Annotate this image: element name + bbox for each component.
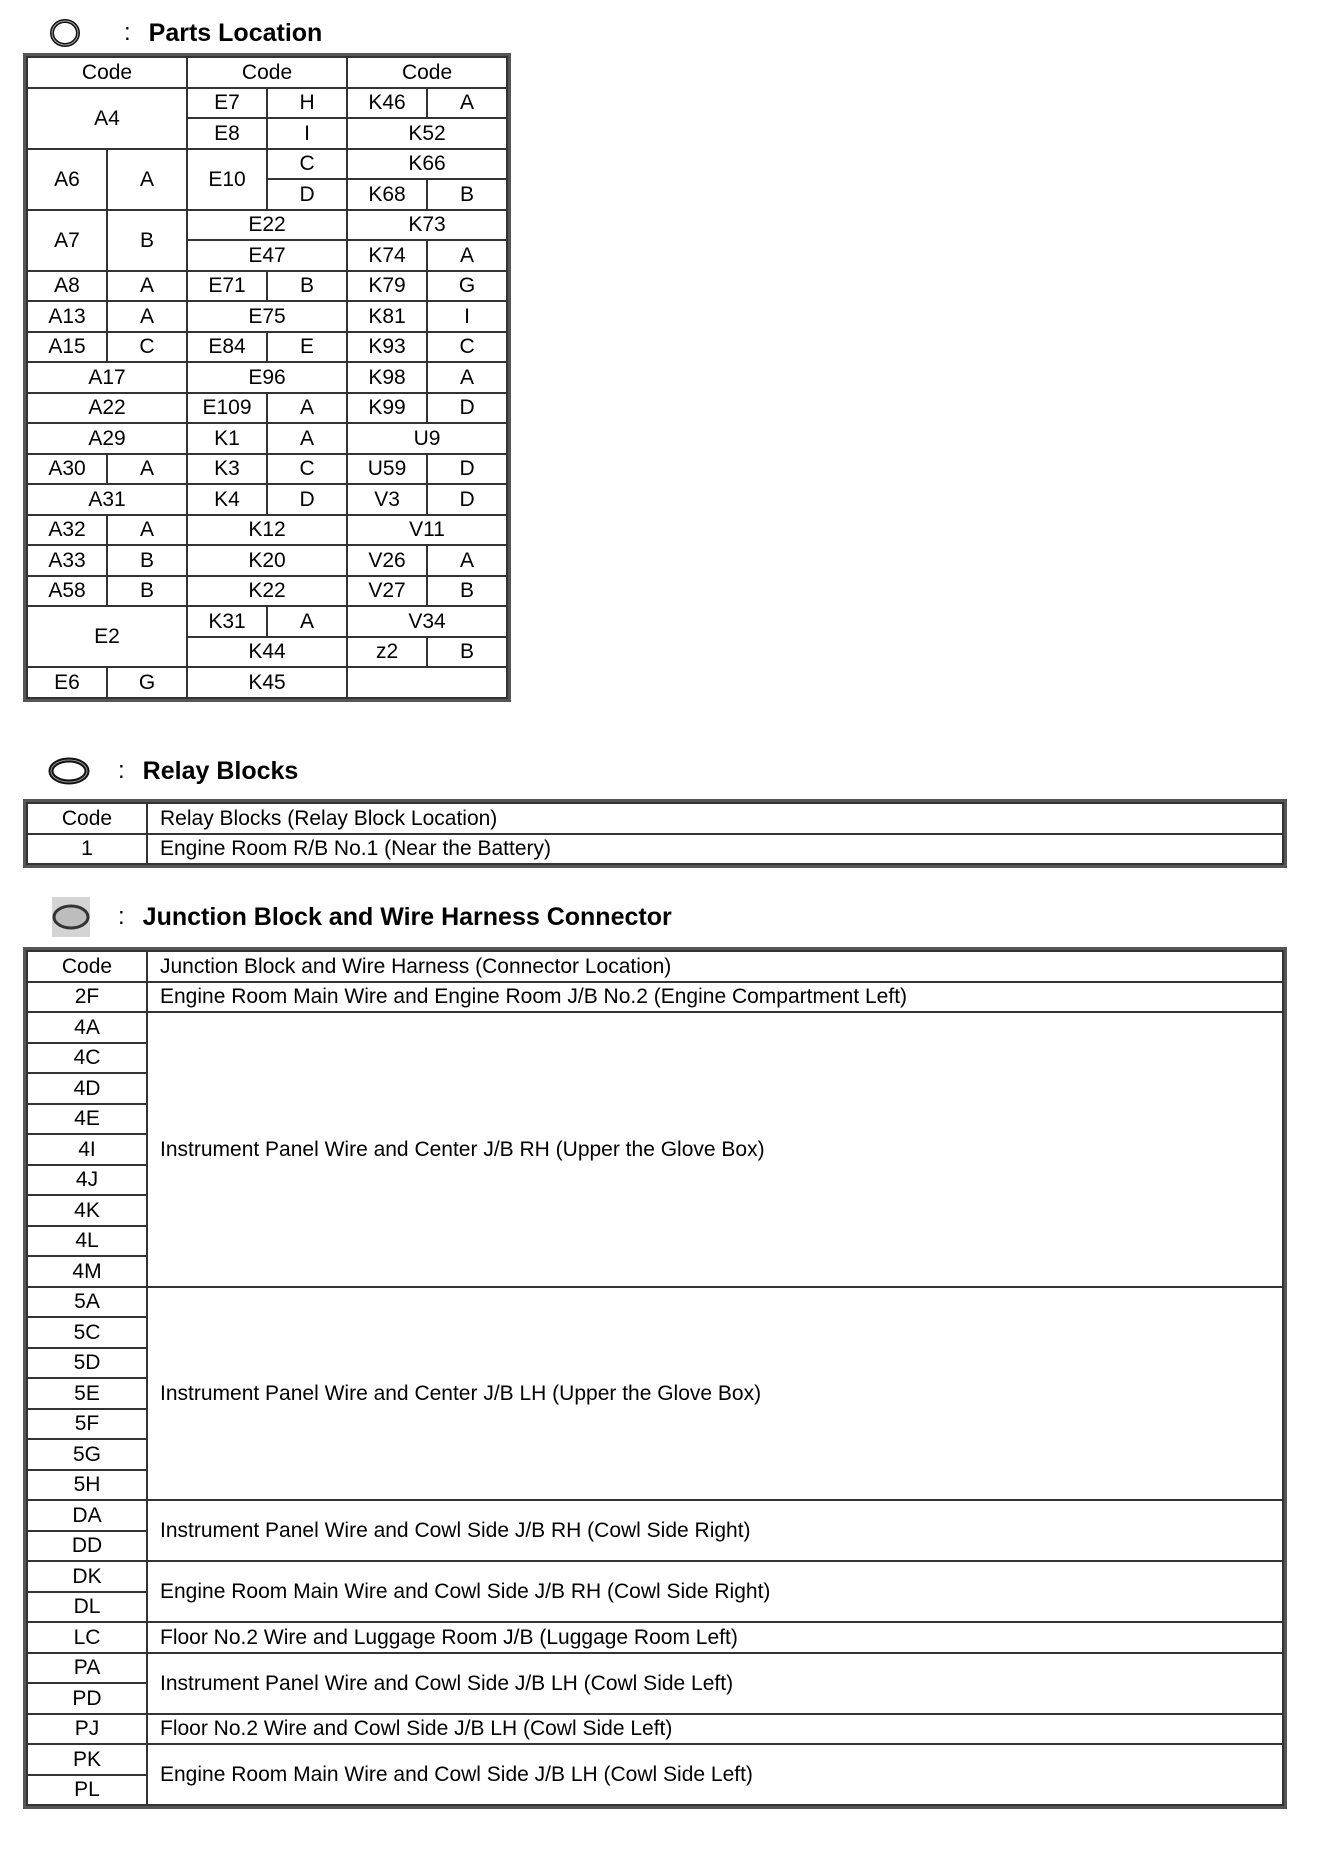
table-row [27,362,507,393]
description-cell: Floor No.2 Wire and Cowl Side J/B LH (Cowl Side Left) [147,1714,1283,1745]
code-cell: V3 [347,484,427,515]
code-cell: 4D [27,1073,147,1104]
empty-cell [347,667,507,698]
code-cell: K99 [347,393,427,424]
table-header-row [27,57,507,88]
code-cell: A [267,606,347,637]
table-row [27,1561,1283,1592]
column-header: Code [187,57,347,88]
code-cell: A31 [27,484,187,515]
code-cell: K98 [347,362,427,393]
code-cell: V26 [347,545,427,576]
column-header: Code [27,57,187,88]
table-row [27,271,507,302]
code-cell: K52 [347,118,507,149]
table-row [27,301,507,332]
code-cell: C [267,149,347,180]
code-cell: C [427,332,507,363]
code-cell: 4I [27,1134,147,1165]
table-header-row [27,803,1283,834]
code-cell: A [427,240,507,271]
table-header-row [27,951,1283,982]
code-cell: V11 [347,515,507,546]
code-cell: A [107,271,187,302]
description-cell: Engine Room Main Wire and Engine Room J/B No.2 (Engine Compartment Left) [147,982,1283,1013]
parts-location-heading [48,13,322,53]
code-cell: C [107,332,187,363]
column-header: Code [27,951,147,982]
code-cell: I [427,301,507,332]
code-cell: K93 [347,332,427,363]
description-cell: Engine Room R/B No.1 (Near the Battery) [147,834,1283,865]
code-cell: PJ [27,1714,147,1745]
code-cell: A [107,301,187,332]
code-cell: K4 [187,484,267,515]
table-row [27,1012,1283,1043]
code-cell: E [267,332,347,363]
code-cell: E109 [187,393,267,424]
table-row [27,423,507,454]
code-cell: K44 [187,637,347,668]
code-cell: K81 [347,301,427,332]
code-cell: E71 [187,271,267,302]
relay-blocks-heading [48,751,298,791]
column-header: Junction Block and Wire Harness (Connector Location) [147,951,1283,982]
oval-shaded-icon [48,901,96,933]
code-cell: V34 [347,606,507,637]
code-cell: K45 [187,667,347,698]
table-row [27,545,507,576]
code-cell: A [427,88,507,119]
code-cell: A6 [27,149,107,210]
code-cell: B [427,576,507,607]
code-cell: 5E [27,1378,147,1409]
code-cell: C [267,454,347,485]
heading-colon: : [124,19,131,46]
description-cell: Instrument Panel Wire and Center J/B RH (Upper the Glove Box) [147,1012,1283,1287]
code-cell: E84 [187,332,267,363]
code-cell: A [267,393,347,424]
table-row [27,393,507,424]
code-cell: 4K [27,1195,147,1226]
code-cell: A [427,362,507,393]
code-cell: D [427,393,507,424]
description-cell: Instrument Panel Wire and Center J/B LH (Upper the Glove Box) [147,1287,1283,1501]
code-cell: A [107,515,187,546]
table-row [27,576,507,607]
code-cell: A [427,545,507,576]
code-cell: 1 [27,834,147,865]
code-cell: 5C [27,1317,147,1348]
code-cell: A [267,423,347,454]
code-cell: PD [27,1683,147,1714]
code-cell: B [107,576,187,607]
code-cell: A15 [27,332,107,363]
code-cell: G [107,667,187,698]
junction-block-heading [48,897,672,937]
table-row [27,484,507,515]
code-cell: E2 [27,606,187,667]
section-title: Junction Block and Wire Harness Connector [142,902,672,931]
description-cell: Engine Room Main Wire and Cowl Side J/B LH (Cowl Side Left) [147,1744,1283,1805]
table-row [27,332,507,363]
code-cell: 5G [27,1439,147,1470]
code-cell: DD [27,1531,147,1562]
heading-colon: : [118,903,125,930]
code-cell: A33 [27,545,107,576]
oval-thick-icon [48,755,96,787]
junction-block-table [26,950,1284,1806]
code-cell: K46 [347,88,427,119]
code-cell: K22 [187,576,347,607]
code-cell: U9 [347,423,507,454]
table-row [27,210,507,241]
section-title: Relay Blocks [142,756,299,785]
code-cell: G [427,271,507,302]
code-cell: K1 [187,423,267,454]
table-row [27,1653,1283,1684]
code-cell: K31 [187,606,267,637]
table-row [27,982,1283,1013]
table-row [27,606,507,637]
code-cell: E22 [187,210,347,241]
code-cell: 4C [27,1043,147,1074]
code-cell: B [267,271,347,302]
code-cell: E10 [187,149,267,210]
code-cell: B [427,179,507,210]
code-cell: H [267,88,347,119]
code-cell: K12 [187,515,347,546]
code-cell: K3 [187,454,267,485]
table-row [27,149,507,180]
code-cell: D [427,454,507,485]
code-cell: E96 [187,362,347,393]
column-header: Relay Blocks (Relay Block Location) [147,803,1283,834]
code-cell: A30 [27,454,107,485]
code-cell: A22 [27,393,187,424]
code-cell: 4L [27,1226,147,1257]
code-cell: A58 [27,576,107,607]
code-cell: LC [27,1622,147,1653]
table-row [27,667,507,698]
code-cell: K74 [347,240,427,271]
code-cell: DL [27,1592,147,1623]
code-cell: 2F [27,982,147,1013]
code-cell: B [107,210,187,271]
code-cell: 4E [27,1104,147,1135]
column-header: Code [27,803,147,834]
description-cell: Instrument Panel Wire and Cowl Side J/B LH (Cowl Side Left) [147,1653,1283,1714]
code-cell: A [107,149,187,210]
code-cell: 5F [27,1409,147,1440]
relay-blocks-table [26,802,1284,865]
circle-thin-icon [48,17,96,49]
table-row [27,1714,1283,1745]
code-cell: D [267,179,347,210]
code-cell: K79 [347,271,427,302]
code-cell: I [267,118,347,149]
code-cell: D [427,484,507,515]
table-row [27,515,507,546]
code-cell: K68 [347,179,427,210]
code-cell: K66 [347,149,507,180]
code-cell: E47 [187,240,347,271]
code-cell: A4 [27,88,187,149]
code-cell: K73 [347,210,507,241]
code-cell: E8 [187,118,267,149]
code-cell: K20 [187,545,347,576]
code-cell: E75 [187,301,347,332]
description-cell: Floor No.2 Wire and Luggage Room J/B (Luggage Room Left) [147,1622,1283,1653]
code-cell: 5A [27,1287,147,1318]
code-cell: 4J [27,1165,147,1196]
code-cell: PK [27,1744,147,1775]
code-cell: A [107,454,187,485]
code-cell: PA [27,1653,147,1684]
code-cell: DA [27,1500,147,1531]
code-cell: 5D [27,1348,147,1379]
table-row [27,1622,1283,1653]
code-cell: A13 [27,301,107,332]
table-row [27,1744,1283,1775]
table-row [27,88,507,119]
table-row [27,834,1283,865]
code-cell: V27 [347,576,427,607]
code-cell: PL [27,1775,147,1806]
parts-location-table [26,56,508,699]
section-title: Parts Location [148,18,323,47]
code-cell: A29 [27,423,187,454]
code-cell: A7 [27,210,107,271]
column-header: Code [347,57,507,88]
table-row [27,1287,1283,1318]
code-cell: z2 [347,637,427,668]
code-cell: 4A [27,1012,147,1043]
code-cell: 4M [27,1256,147,1287]
code-cell: A8 [27,271,107,302]
code-cell: D [267,484,347,515]
description-cell: Instrument Panel Wire and Cowl Side J/B RH (Cowl Side Right) [147,1500,1283,1561]
code-cell: DK [27,1561,147,1592]
code-cell: B [107,545,187,576]
code-cell: 5H [27,1470,147,1501]
code-cell: A17 [27,362,187,393]
table-row [27,1500,1283,1531]
table-row [27,454,507,485]
code-cell: E7 [187,88,267,119]
code-cell: B [427,637,507,668]
code-cell: E6 [27,667,107,698]
code-cell: U59 [347,454,427,485]
heading-colon: : [118,757,125,784]
description-cell: Engine Room Main Wire and Cowl Side J/B RH (Cowl Side Right) [147,1561,1283,1622]
code-cell: A32 [27,515,107,546]
